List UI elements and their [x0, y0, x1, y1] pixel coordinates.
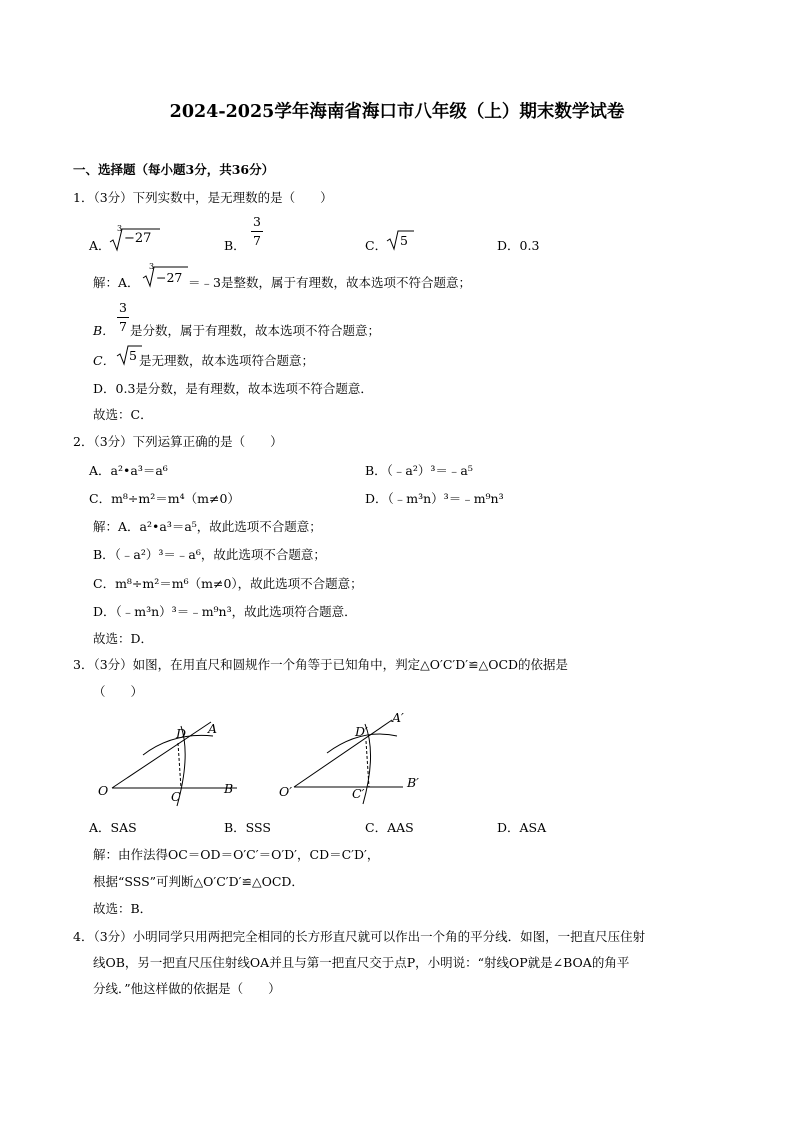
q2-option-d: D．（﹣m³n）³＝﹣m⁹n³: [365, 491, 504, 506]
q1-solution-b-label: B．: [93, 323, 115, 338]
q2-solution-a: 解：A．a²•a³＝a⁵，故此选项不合题意；: [93, 519, 322, 534]
q1-solution-a-root-index: 3: [149, 262, 155, 271]
q3-answer: 故选：B．: [93, 901, 153, 916]
q1-option-b-label: B．: [224, 238, 246, 253]
q3-solution-line1: 解：由作法得OC＝OD＝O′C′＝O′D′，CD＝C′D′，: [93, 847, 380, 862]
q1-option-c-label: C．: [365, 238, 388, 253]
q2-solution-d: D．（﹣m³n）³＝﹣m⁹n³，故此选项符合题意．: [93, 604, 357, 619]
page-title: 2024-2025学年海南省海口市八年级（上）期末数学试卷: [169, 102, 625, 122]
q1-solution-a-prefix: 解：A．: [93, 275, 140, 290]
q1-option-a-radicand: −27: [124, 231, 152, 246]
q1-solution-c-radicand: 5: [129, 348, 137, 363]
q3-fig2-label-a: A′: [392, 710, 404, 725]
fraction-bar: [251, 231, 263, 232]
q3-option-c: C．AAS: [365, 820, 414, 835]
q3-stem-line2: （ ）: [93, 684, 144, 699]
q1-solution-d: D．0.3是分数，是有理数，故本选项不符合题意．: [93, 381, 373, 396]
q1-solution-c-label: C．: [93, 353, 116, 368]
q4-stem-line2: 线OB，另一把直尺压住射线OA并且与第一把直尺交于点P，小明说：“射线OP就是∠BOA的角平: [93, 955, 630, 970]
q2-answer: 故选：D．: [93, 631, 154, 646]
q3-fig2-label-b: B′: [407, 775, 420, 790]
q3-option-d: D．ASA: [497, 820, 547, 835]
q3-fig2-label-c: C′: [352, 786, 365, 801]
q1-option-c-radicand: 5: [400, 233, 408, 248]
section-heading: 一、选择题（每小题3分，共36分）: [73, 162, 275, 177]
q2-solution-b: B．（﹣a²）³＝﹣a⁶，故此选项不合题意；: [93, 547, 326, 562]
q1-option-b-denominator: 7: [253, 233, 261, 248]
q3-fig2-label-d: D′: [355, 724, 368, 739]
q1-option-a-label: A．: [89, 238, 111, 253]
q1-stem: 1．（3分）下列实数中，是无理数的是（ ）: [73, 190, 333, 205]
q2-option-a: A．a²•a³＝a⁶: [89, 463, 168, 478]
q3-fig2-label-o: O′: [279, 784, 293, 799]
q3-fig1-label-d: D: [176, 726, 187, 741]
q1-solution-b-denominator: 7: [119, 319, 127, 334]
q3-solution-line2: 根据“SSS”可判断△O′C′D′≌△OCD．: [93, 874, 304, 889]
q3-stem-line1: 3．（3分）如图，在用直尺和圆规作一个角等于已知角中，判定△O′C′D′≌△OCD的依据是: [73, 657, 569, 672]
q1-solution-b-text: 是分数，属于有理数，故本选项不符合题意；: [130, 323, 381, 338]
q3-fig1-label-o: O: [98, 783, 109, 798]
q2-stem: 2．（3分）下列运算正确的是（ ）: [73, 434, 283, 449]
q1-solution-b-numerator: 3: [119, 300, 127, 315]
fraction-bar: [117, 317, 129, 318]
q1-solution-c-text: 是无理数，故本选项符合题意；: [139, 353, 315, 368]
q1-option-b-numerator: 3: [253, 214, 261, 229]
q3-fig1-label-a: A: [208, 721, 218, 736]
q1-solution-a-radicand: −27: [156, 270, 183, 285]
q4-stem-line3: 分线．”他这样做的依据是（ ）: [93, 981, 281, 996]
q4-stem-line1: 4．（3分）小明同学只用两把完全相同的长方形直尺就可以作出一个角的平分线．如图，一把直尺压住射: [73, 929, 646, 944]
q2-option-b: B．（﹣a²）³＝﹣a⁵: [365, 463, 473, 478]
q1-option-a-root-index: 3: [117, 224, 123, 233]
q3-fig1-label-b: B: [224, 781, 234, 796]
q1-solution-a-text: ＝﹣3是整数，属于有理数，故本选项不符合题意；: [188, 275, 471, 290]
q3-fig1-label-c: C: [171, 789, 181, 804]
q2-solution-c: C．m⁸÷m²＝m⁶（m≠0），故此选项不合题意；: [93, 576, 363, 591]
q1-answer: 故选：C．: [93, 407, 153, 422]
q3-option-b: B．SSS: [224, 820, 271, 835]
q1-option-d: D．0.3: [497, 238, 540, 253]
q3-figure-original-angle: [95, 710, 245, 810]
q3-option-a: A．SAS: [89, 820, 137, 835]
q2-option-c: C．m⁸÷m²＝m⁴（m≠0）: [89, 491, 240, 506]
